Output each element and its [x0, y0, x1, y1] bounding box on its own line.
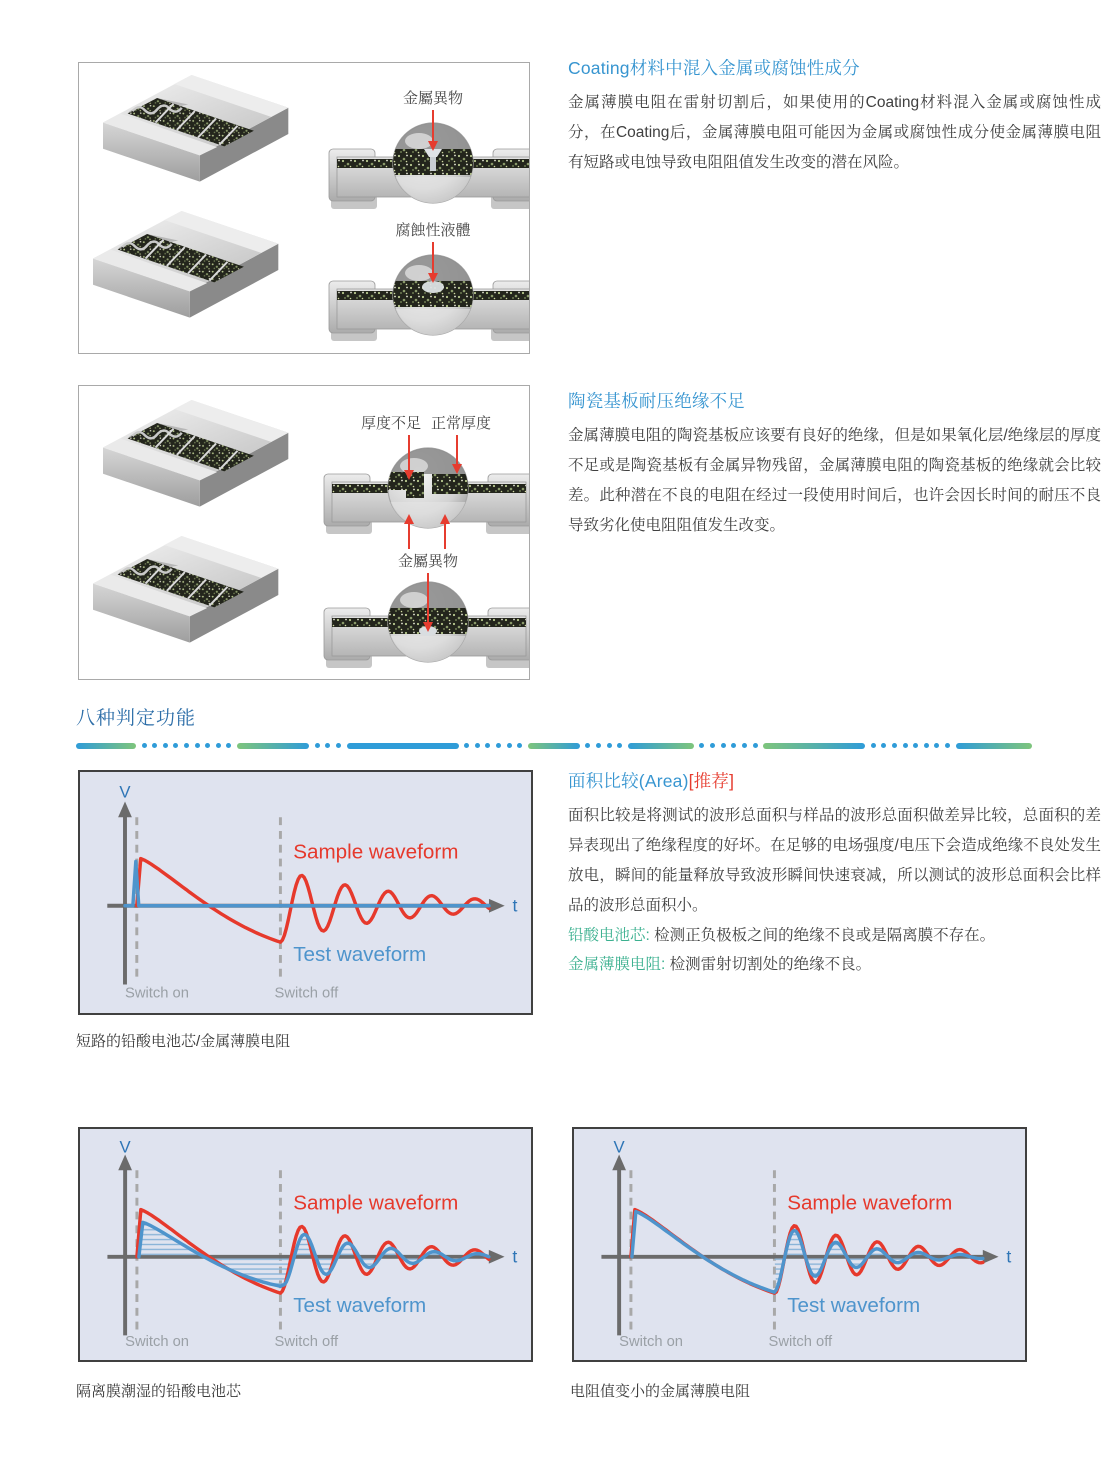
divider-dash	[347, 743, 459, 749]
test-waveform-label: Test waveform	[293, 942, 427, 966]
switch-on-label: Switch on	[124, 985, 189, 1002]
cross-section-metal-foreign-matter	[329, 89, 530, 209]
chart-caption: 电阻值变小的金属薄膜电阻	[570, 1383, 751, 1400]
divider-dot	[710, 743, 715, 748]
switch-off-label: Switch off	[768, 1334, 833, 1351]
area-heading: 面积比较(Area)[推荐]	[568, 771, 735, 791]
divider-dot	[871, 743, 876, 748]
divider-dot	[315, 743, 320, 748]
switch-off-label: Switch off	[274, 1334, 339, 1351]
divider-dot	[475, 743, 480, 748]
chip-illustration	[103, 75, 288, 182]
note-metal-film: 金属薄膜电阻: 检测雷射切割处的绝缘不良。	[568, 956, 872, 974]
divider-dot	[607, 743, 612, 748]
divider-dot	[173, 743, 178, 748]
chart-caption: 短路的铅酸电池芯/金属薄膜电阻	[76, 1033, 291, 1050]
divider-dot	[163, 743, 168, 748]
chart-damp-separator-waveform	[78, 1127, 533, 1362]
section-title-judgment-functions: 八种判定功能	[76, 708, 197, 729]
divider-dot	[205, 743, 210, 748]
divider-dot	[464, 743, 469, 748]
area-body: 面积比较是将测试的波形总面积与样品的波形总面积做差异比较，总面积的差异表现出了绝缘程度的好坏。在足够的电场强度/电压下会造成绝缘不良处发生放电，瞬间的能量释放导致波形瞬间快速衰减，所以测试的波形总面积会比样品的波形总面积小。	[568, 807, 1101, 914]
divider-dash	[763, 743, 865, 749]
divider-dash	[237, 743, 309, 749]
recommended-tag: [推荐]	[688, 771, 735, 791]
x-axis-label: t	[512, 895, 518, 916]
divider-dot	[742, 743, 747, 748]
divider-dash	[628, 743, 694, 749]
sample-waveform-label: Sample waveform	[293, 1191, 459, 1215]
chart-caption: 隔离膜潮湿的铅酸电池芯	[76, 1383, 242, 1400]
divider-dot	[142, 743, 147, 748]
sample-waveform-label: Sample waveform	[293, 840, 459, 864]
divider-dot	[617, 743, 622, 748]
chart-short-circuit-waveform	[78, 770, 533, 1015]
cross-section-thickness	[324, 414, 530, 549]
label-normal-thickness: 正常厚度	[430, 415, 492, 432]
chip-illustration	[93, 211, 278, 318]
y-axis-label: V	[613, 1137, 625, 1157]
x-axis-label: t	[512, 1246, 518, 1267]
coating-body: 金属薄膜电阻在雷射切割后，如果使用的Coating材料混入金属或腐蚀性成分，在Coating后，金属薄膜电阻可能因为金属或腐蚀性成分使金属薄膜电阻有短路或电蚀导致电阻阻值发生改变的潜在风险。	[568, 94, 1101, 171]
substrate-body: 金属薄膜电阻的陶瓷基板应该要有良好的绝缘，但是如果氧化层/绝缘层的厚度不足或是陶瓷基板有金属异物残留，金属薄膜电阻的陶瓷基板的绝缘就会比较差。此种潜在不良的电阻在经过一段使用时间后，也许会因长时间的耐压不良导致劣化使电阻阻值发生改变。	[568, 427, 1101, 534]
divider-dash	[528, 743, 580, 749]
divider-dot	[924, 743, 929, 748]
section-substrate-text	[568, 388, 1101, 541]
divider-dot	[699, 743, 704, 748]
divider-dot	[496, 743, 501, 748]
divider-dot	[336, 743, 341, 748]
label-thickness-insufficient: 厚度不足	[360, 415, 422, 432]
switch-on-label: Switch on	[125, 1334, 190, 1351]
figure-coating-contamination	[78, 62, 530, 354]
divider-dot	[517, 743, 522, 748]
divider-dot	[913, 743, 918, 748]
note-lead-acid: 铅酸电池芯: 检测正负极板之间的绝缘不良或是隔离膜不存在。	[568, 926, 996, 944]
cross-section-corrosive-liquid	[329, 221, 530, 341]
divider-dash	[76, 743, 136, 749]
test-waveform-label: Test waveform	[787, 1293, 921, 1317]
divider-dot	[903, 743, 908, 748]
divider-dot	[485, 743, 490, 748]
coating-heading: Coating材料中混入金属或腐蚀性成分	[568, 58, 860, 78]
switch-on-label: Switch on	[619, 1334, 684, 1351]
divider-dot	[892, 743, 897, 748]
divider-dot	[753, 743, 758, 748]
chart-reduced-resistance-waveform	[572, 1127, 1027, 1362]
divider-dot	[325, 743, 330, 748]
y-axis-label: V	[119, 782, 131, 802]
sample-waveform-label: Sample waveform	[787, 1191, 953, 1215]
label-metal-foreign-matter: 金屬異物	[402, 90, 464, 107]
label-metal-foreign-matter: 金屬異物	[397, 553, 459, 570]
divider-dot	[507, 743, 512, 748]
chip-illustration	[103, 400, 288, 507]
divider-dot	[585, 743, 590, 748]
divider-dot	[184, 743, 189, 748]
divider-dot	[881, 743, 886, 748]
x-axis-label: t	[1006, 1246, 1012, 1267]
section-area-text	[568, 768, 1101, 980]
divider-dot	[721, 743, 726, 748]
test-waveform-label: Test waveform	[293, 1293, 427, 1317]
divider-dot	[945, 743, 950, 748]
chip-illustration	[93, 536, 278, 643]
y-axis-label: V	[119, 1137, 131, 1157]
divider-dot	[731, 743, 736, 748]
figure-substrate-insulation	[78, 385, 530, 680]
divider-dot	[934, 743, 939, 748]
divider-dot	[195, 743, 200, 748]
divider-dot	[216, 743, 221, 748]
divider-dot	[596, 743, 601, 748]
label-corrosive-liquid: 腐蝕性液體	[395, 222, 471, 239]
section-coating-text	[568, 55, 1101, 178]
divider-dot	[152, 743, 157, 748]
divider-dot	[226, 743, 231, 748]
decorative-divider	[76, 742, 1032, 749]
cross-section-metal-foreign-matter	[324, 552, 530, 668]
switch-off-label: Switch off	[274, 985, 339, 1002]
substrate-heading: 陶瓷基板耐压绝缘不足	[568, 391, 745, 411]
divider-dash	[956, 743, 1032, 749]
